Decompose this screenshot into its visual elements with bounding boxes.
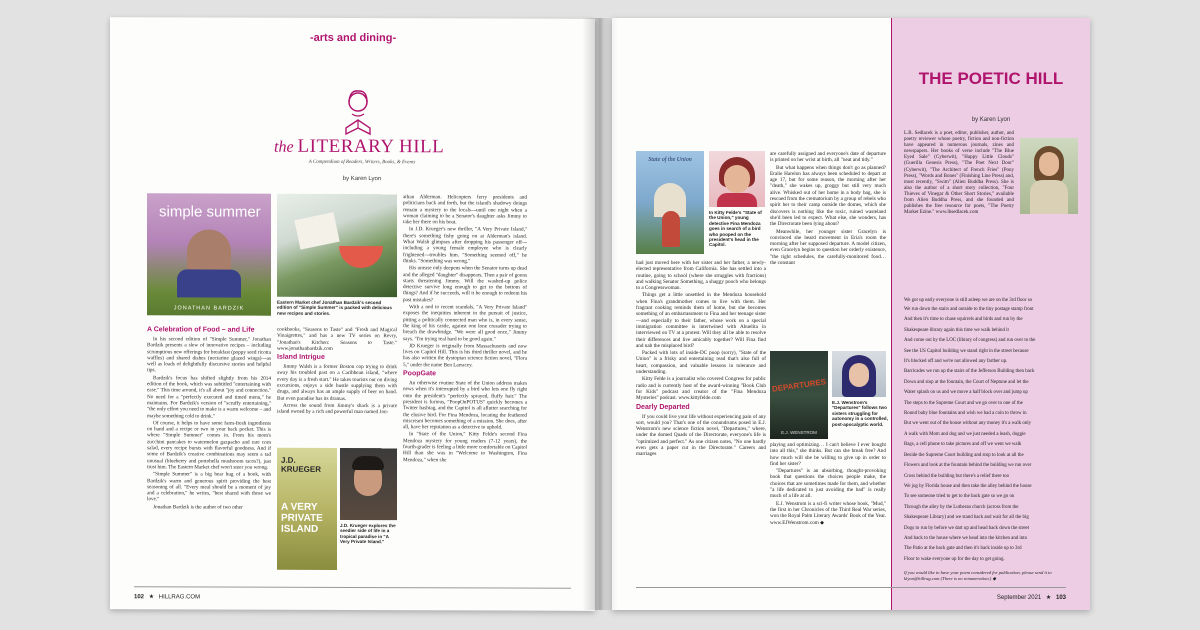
girl-figure [662, 211, 680, 247]
cooking-photo [277, 194, 397, 297]
poem-line: Bags, a cell phone to take pictures and off we went we walk [904, 442, 1022, 448]
book2-title: A VERY PRIVATE ISLAND [281, 501, 323, 535]
poem-line: A walk with Mom and dog and we just needed a leash, doggie [904, 431, 1026, 437]
rcol2-paragraph: Meanwhile, her younger sister Gracelyn is convinced she heard movement in Eria's room the morning after her supposed departure. A model citizen, even Gracelyn begins to question her orderly existence, "the tight schedules, the carefully-monitored food… the constant [770, 228, 886, 267]
footer-site: HILLRAG.COM [158, 594, 201, 601]
sidebar-note: If you would like to have your poem considered for publication, please send it to klyon@hillrag.com (There is no remuneration.) ◆ [904, 570, 1052, 581]
sidebar-title: THE POETIC HILL [918, 69, 1064, 88]
poem-line: See the US Capitol building we stand right in the street because [904, 348, 1029, 354]
departures-book-cover [770, 351, 828, 439]
literary-hill-logo [260, 88, 460, 199]
rcol1-paragraph: Kitty Felde is a journalist who covered Congress for public radio and is currently host of the award-winning "Book Club for Kids" podcast and creator of the "Fina Mendoza Mysteries" podcast. www.kittyfelde.com [636, 376, 766, 402]
poem-line: And back to the house where we head into the kitchen and into [904, 535, 1028, 541]
author-krueger-photo [340, 448, 397, 520]
logo-the: the [274, 138, 294, 156]
right-column-2 [770, 151, 886, 267]
col1-paragraph: Jonathan Bardzik is the author of two other [153, 504, 243, 511]
book4-author: E.J. WENSTROM [781, 430, 817, 435]
book-cover-title: simple summer [159, 203, 261, 221]
poem-line: Barricades we run up the stairs of the Jefferson Building then back [904, 369, 1035, 375]
photo3-caption: In Kitty Felde's "State of the Union," young detective Fina Mendoza goes in search of a bird who pooped on the president's head in the Capitol. [709, 210, 762, 248]
book-cover-author: JONATHAN BARDZIK [173, 305, 245, 312]
poem-line: And then it's time to chase squirrels and birds and run by the [904, 317, 1023, 323]
col3-paragraph: With a nod to recent scandals, "A Very Private Island" exposes the inequities inherent in the pursuit of justice, pitting a politically connected man who is, in every sense, the king of his castle, against one lone crusader trying to breach the drawbridge. "We were all good once," Jimmy says. "I'm trying real hard to be good again." [403, 304, 527, 343]
a-very-private-island-cover [277, 448, 337, 570]
heading-poopgate: PoopGate [403, 370, 437, 378]
poem-line: Cross behind the building but there's a relief there too [904, 473, 1010, 479]
rcol1-paragraph: had just moved here with her sister and her father, a newly-elected representative from California. She has settled into a routine, going to school (where she struggles with fractions) and walking Senator Something, a shaggy pooch who belongs to a Congresswoman. [636, 260, 766, 292]
byline: by Karen Lyon [342, 175, 382, 183]
bowl [339, 246, 383, 268]
poem-line: Down and stop at the fountain, the Court of Neptune and let the [904, 379, 1029, 385]
heading-dearly-departed: Dearly Departed [636, 403, 690, 411]
rcol1-paragraph: If you could live your life without experiencing pain of any sort, would you? That's one of the conundrums posed in E.J. Wenstrom's new science fiction novel, "Departures," where, under the domed Quads of the Directorate, everyone's life is "optimized and perfect." As one citizen notes, "No one hardly even gets a paper cut in the Directorate." Careers and marriages [636, 413, 766, 458]
col1-paragraph: Bardzik's focus has shifted slightly from his 2014 edition of the book, which was subtitled "entertaining with ease." This time around, it's all about "joy and connection." No need for a "perfectly executed and timed menu," he maintains. For Bardzik's version of "scruffy entertaining," "the only effort you need to make is a warm welcome – and maybe something cold to drink." [147, 375, 271, 420]
book-lady-icon [338, 88, 378, 136]
col3-paragraph: An otherwise routine State of the Union address makes news when it's interrupted by a bird who lets one fly right onto the president's "perfectly sprayed, fluffy hair." The president is furious, "PoopOnPOTUS" quickly becomes a Twitter hashtag, and the Capitol is all aflutter searching for the elusive bird. For Fina Mendoza, locating the feathered miscreant becomes something of a mission. She does, after all, have her reputation as a detective to uphold. [403, 380, 527, 431]
col3-paragraph: His unease only deepens when the Senator turns up dead and the alleged "daughter" disappears. Then a pair of goons starts threatening Jimmy. Will the washed-up police detective survive long enough to get to the bottom of things? And if he succeeds, will it be enough to redeem his past mistakes? [403, 265, 527, 304]
poem-line: But we went out of the house without any money it's a walk only [904, 421, 1032, 427]
left-page [110, 17, 595, 611]
column-3 [403, 194, 527, 464]
page-number-right: September 2021 ★ 103 [996, 595, 1066, 601]
col2-paragraph: Across the sound from Jimmy's shack is a private island owned by a rich and powerful man named Jon- [277, 402, 397, 416]
rcol2-paragraph: "Departures" is an absorbing, thought-provoking book that questions the choices people make, the choices that are sometimes made for them, and whether "a life dedicated to just avoiding the bad" is really much of a life at all. [770, 468, 886, 500]
rcol2-paragraph: are carefully assigned and everyone's date of departure is printed on her wrist at birth, all "neat and tidy." [770, 151, 886, 164]
col3-paragraph: In "State of the Union," Kitty Felde's second Fina Mendoza mystery for young readers (7-12 years), the fourth-grader is feeling a little more comfortable on Capitol Hill than she was in "Welcome to Washington, Fina Mendoza," when she [403, 431, 527, 463]
book4-title: DEPARTURES [771, 377, 827, 394]
page-number: 102 [134, 594, 145, 601]
sidebar-byline: by Karen Lyon [971, 117, 1011, 123]
book3-title: State of the Union [648, 157, 692, 163]
sidebar-bio: L.B. Sedlacek is a poet, editor, publisher, author, and poetry reviewer whose poetry, fiction and non-fiction have appeared in numerous journals, zines and newspapers. Her books of verse include "The Blue Eyed Sale" (Cyberwit), "Happy Little Clouds" (Guerilla Genesis Press), "The Poet Next Door" (Cyberwit), "The Architect of French Fries" (Pony Press), "Words and Bones" (Finishing Line Press) and, most recently, "Swim" (Alien Buddha Press). She is also the author of a short story collection, "Four Thieves of Vinegar & Other Short Stories," available from Alien Buddha Press, and she founded and publishes the free resource for poets, "The Poetry Market Ezine." www.lbsedlacek.com [904, 131, 1014, 216]
poet-portrait [1020, 138, 1078, 214]
rcol2-paragraph: playing and optimizing… I can't believe I ever bought into all this," she thinks. But can she break free? And how much will she be willing to give up in order to find her sister? [770, 442, 886, 467]
page-number: 103 [1055, 595, 1066, 601]
cookbook-open [294, 212, 339, 250]
column-1 [147, 326, 271, 511]
col3-paragraph: In J.D. Krueger's new thriller, "A Very Private Island," there's something fishy going on at Alderman's island. What Walsh glimpses after dropping his passenger off—including a young female employee who is clearly frightened—troubles him. "Something seemed off," he thinks. "Something was wrong." [403, 226, 527, 265]
logo-subtitle: A Compendium of Readers, Writers, Books, & Events [308, 159, 416, 166]
book2-author: J.D. KRUEGER [281, 455, 322, 474]
state-of-the-union-cover [636, 151, 704, 254]
poem-line: Flowers and look at the fountain behind the building we run over [904, 463, 1032, 469]
poem-line: We jog by Florida house and then take the alley behind the house [904, 483, 1032, 489]
heading-celebration: A Celebration of Food – and Life [147, 326, 255, 334]
photo4-caption: E.J. Wenstrom's "Departures" follows two sisters struggling for autonomy in a controlled, post-apocalyptic world. [832, 400, 888, 427]
right-column-2b [770, 442, 886, 527]
author-wenstrom-photo [832, 351, 886, 397]
footer-date: September 2021 [996, 595, 1042, 601]
footer-rule [134, 587, 571, 589]
poem-line: Dogs to run by before we dart up and head back down the street [904, 525, 1030, 531]
column-2 [277, 327, 397, 417]
poem-line: The steps to the Supreme Court and we go over to one of the [904, 400, 1023, 406]
poem-line: Shakespeare library again this time we walk behind it [904, 327, 1009, 333]
poem-line: Beside the Supreme Court building and stop to look at all the [904, 452, 1024, 458]
chef-shirt [177, 269, 241, 297]
face [1039, 152, 1059, 176]
poem-line: It's blocked off and we're not allowed any farther up. [904, 359, 1008, 365]
col1-paragraph: In his second edition of "Simple Summer," Jonathan Bardzik presents a slew of innovative recipes – including scrumptious new offerings for breakfast (poppy seed ricotta waffles) and shared dishes (nectarine glazed wings)—as well as loads of delightfully discursive stories and helpful tips. [147, 336, 271, 374]
section-label: -arts and dining- [310, 31, 397, 45]
poem-line: Round baby blue fountains and wish we had a coin to throw in [904, 411, 1027, 417]
page-number-left: 102 ★ HILLRAG.COM [134, 594, 201, 601]
poem-lines [904, 305, 1080, 565]
poem-line: Water splash on us and we move a half block over and jump up [904, 390, 1028, 396]
rcol2-paragraph: E.J. Wenstrom is a sci-fi writer whose book, "Mud," the first in her Chronicles of the Third Real War series, won the Royal Palm Literary Awards' Book of the Year. www.EJWenstrom.com ◆ [770, 500, 886, 526]
shirt [1030, 180, 1068, 214]
poem-line: Through the alley by the Lutheran church (across from the [904, 504, 1019, 510]
col1-paragraph: "Simple Summer" is a big bear hug of a book, with Bardzik's warm and generous spirit providing the best seasoning of all. "Every meal should be a moment of joy and a celebration," he writes, "best shared with those we love." [147, 471, 271, 503]
poem-first-line: We got up early everyone is still asleep we are on the 3rd floor so [904, 298, 1033, 303]
photo1-caption: Eastern Market chef Jonathan Bardzik's second edition of "Simple Summer" is packed with delicious new recipes and stories. [277, 299, 392, 316]
face [849, 363, 869, 387]
simple-summer-book-cover [147, 193, 271, 315]
poem-line: To see someone tried to get to the back gate so we go on [904, 494, 1015, 500]
poem-line: Floor to wake everyone up for the day to get going. [904, 556, 1005, 562]
poem-line: The Patio at the back gate and then it's back inside up to 3rd [904, 546, 1022, 552]
rcol2-paragraph: But what happens when things don't go as planned? Eralie Harelon has always been scheduled to depart at age 17, but for some reason, the morning after her "death," she wakes up, groggy but still very much alive. Whisked out of her home in a body bag, she is rescued from the crematorium by a group of rebels who spirit her to their camp outside the domes, which she discovers is nothing like the toxic, ruined wasteland she'd been led to expect. What else, she wonders, has the Directorate been lying about? [770, 164, 886, 228]
poem-line: Shakespeare Library) and we stand back and wait for all the big [904, 515, 1029, 521]
rcol1-paragraph: Packed with lots of inside-DC poop (sorry), "State of the Union" is a frisky and entertaining read that's also full of heart, compassion, and valuable lessons in tolerance and understanding. [636, 350, 766, 376]
shirt [717, 193, 757, 207]
right-page [612, 18, 1090, 610]
face [724, 165, 750, 193]
col3-paragraph: athan Alderman. Helicopters ferry presidents and politicians back and forth, but the island's shadowy doings remain a mystery to the locals—until one night when a woman claiming to be a Senator's daughter asks Jimmy to take her there on his boat. [403, 194, 527, 226]
poetic-hill-sidebar [892, 18, 1090, 610]
author-felde-photo [709, 151, 765, 207]
heading-island-intrigue: Island Intrigue [277, 353, 325, 362]
col3-paragraph: JD Krueger is originally from Massachusetts and now lives on Capitol Hill. This is his third thriller novel, and he has also written the dystopian science fiction novel, "Flora 5," under the name Ben Larracey. [403, 343, 527, 369]
poem-line: And come out by the LOC (library of congress) and run over to the [904, 338, 1036, 344]
footer-rule [636, 587, 1066, 588]
hair [352, 456, 384, 470]
col2-paragraph: cookbooks, "Seasons to Taste" and "Fresh and Magical Vinaigrettes," and has a new TV series on Revry, "Jonathan's Kitchen: Seasons to Taste." www.jonathanbardzik.com [277, 326, 397, 352]
rcol1-paragraph: Things get a little unsettled in the Mendoza household when Fina's grandmother comes to live with them. Her fragrant cooking reminds them of home, but she becomes something of an embarrassment to Fina and her teenage sister—and especially to their father, whose work on a special immigration committee is intertwined with Abuelita in interviewed on TV at a protest. Will they all be able to resolve their differences and live amicably together? Will Fina find and nab the misplaced bird? [636, 292, 766, 349]
col2-paragraph: Jimmy Walsh is a former Boston cop trying to drink away his troubled past on a Caribbean island, "where every day is a fresh start." He takes tourists out on diving excursions, enjoys a side hustle supplying them with drugs, and always has an ample supply of beer on hand. But even paradise has its dramas. [277, 363, 397, 402]
poem-line: We run down the stairs and outside to the tiny postage stamp front [904, 307, 1034, 312]
right-column-1 [636, 260, 766, 459]
photo2-caption: J.D. Krueger explores the seedier side of life in a tropical paradise in "A Very Private Island." [340, 522, 396, 545]
col1-paragraph: Of course, it helps to have some farm-fresh ingredients on hand and a recipe or two in your back pocket. This is where "Simple Summer" comes in. From his mom's zucchini pancakes to watermelon gazpacho and rare corn salad, every recipe bursts with flavorful goodness. And if some of Bardzik's creative combinations may seem a tad unusual (blueberry and portobella mushroom tacos?), just trust him. The Eastern Market chef won't steer you wrong. [147, 420, 271, 471]
logo-title: LITERARY HILL [297, 135, 445, 158]
